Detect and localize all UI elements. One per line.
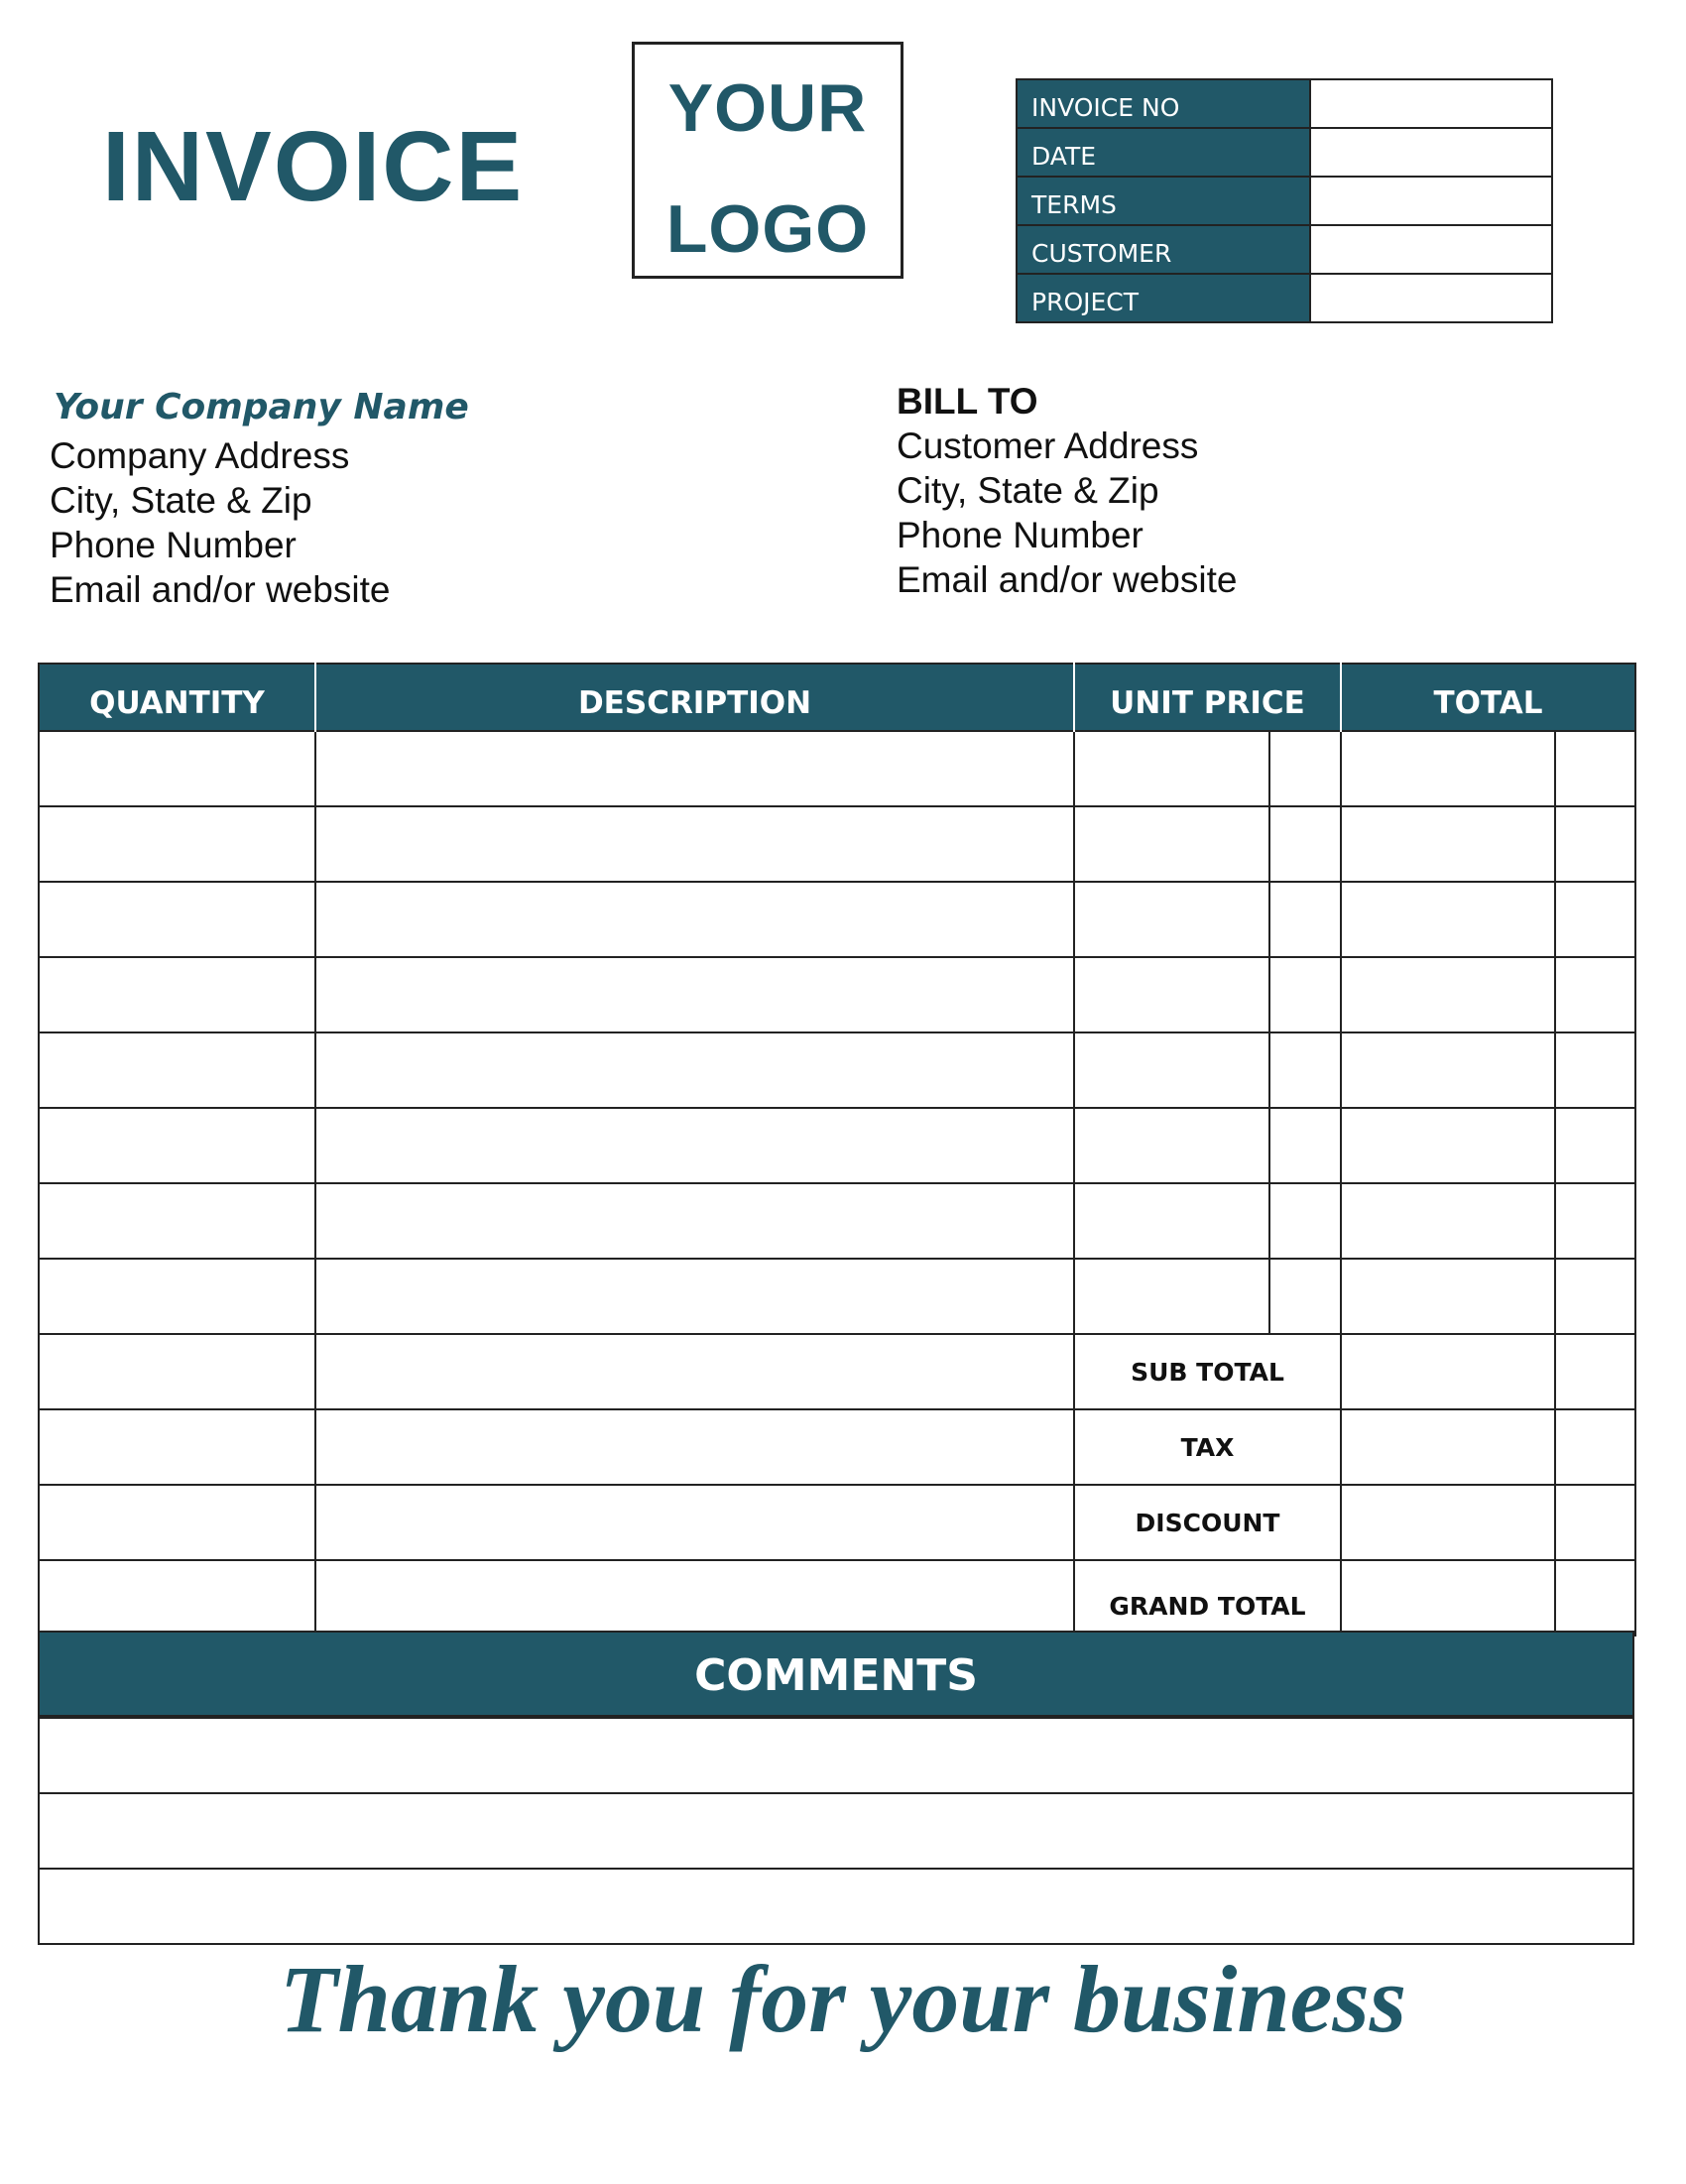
customer-city-state-zip: City, State & Zip: [897, 470, 1159, 511]
line-items-header: [39, 664, 1635, 731]
company-email-website: Email and/or website: [50, 569, 391, 610]
unit-price-cell[interactable]: [1074, 1183, 1269, 1259]
unit-price-cents-cell[interactable]: [1269, 806, 1341, 882]
description-cell[interactable]: [315, 957, 1074, 1032]
unit-price-cents-cell[interactable]: [1269, 731, 1341, 806]
line-item-row: [39, 957, 1635, 1032]
total-cents-cell[interactable]: [1555, 806, 1635, 882]
grand-total-amount-cell[interactable]: [1341, 1560, 1555, 1636]
logo-text-line-1: YOUR: [667, 70, 868, 146]
unit-price-cents-cell[interactable]: [1269, 1259, 1341, 1334]
invoice-meta-table: [1016, 78, 1553, 323]
quantity-cell[interactable]: [39, 1183, 315, 1259]
tax-label: TAX: [1074, 1409, 1341, 1485]
discount-amount-cell[interactable]: [1341, 1485, 1555, 1560]
logo-placeholder: [632, 42, 903, 279]
discount-row: [39, 1485, 1635, 1560]
total-cell[interactable]: [1341, 806, 1555, 882]
column-header-description: DESCRIPTION: [315, 664, 1074, 731]
company-city-state-zip: City, State & Zip: [50, 480, 312, 521]
quantity-cell[interactable]: [39, 1259, 315, 1334]
total-cents-cell[interactable]: [1555, 882, 1635, 957]
unit-price-cell[interactable]: [1074, 1032, 1269, 1108]
total-cell[interactable]: [1341, 882, 1555, 957]
total-cents-cell[interactable]: [1555, 731, 1635, 806]
description-cell[interactable]: [315, 731, 1074, 806]
comment-line: [39, 1718, 1633, 1793]
meta-label-project: PROJECT: [1017, 274, 1310, 322]
tax-amount-cell[interactable]: [1341, 1409, 1555, 1485]
total-cell[interactable]: [1341, 1183, 1555, 1259]
meta-field-date[interactable]: [1310, 128, 1552, 177]
meta-row-invoice-no: [1017, 79, 1552, 128]
meta-row-date: [1017, 128, 1552, 177]
meta-field-terms[interactable]: [1310, 177, 1552, 225]
thank-you-message: Thank you for your business: [279, 1946, 1407, 2052]
meta-row-project: [1017, 274, 1552, 322]
description-cell[interactable]: [315, 1108, 1074, 1183]
quantity-cell[interactable]: [39, 882, 315, 957]
comment-field[interactable]: [39, 1869, 1633, 1944]
line-item-row: [39, 1259, 1635, 1334]
unit-price-cents-cell[interactable]: [1269, 1183, 1341, 1259]
line-item-row: [39, 882, 1635, 957]
line-item-row: [39, 806, 1635, 882]
total-cell[interactable]: [1341, 1259, 1555, 1334]
total-cell[interactable]: [1341, 1108, 1555, 1183]
meta-field-project[interactable]: [1310, 274, 1552, 322]
company-name: Your Company Name: [54, 387, 469, 427]
comment-line: [39, 1869, 1633, 1944]
comment-field[interactable]: [39, 1718, 1633, 1793]
total-cell[interactable]: [1341, 731, 1555, 806]
subtotal-label: SUB TOTAL: [1074, 1334, 1341, 1409]
quantity-cell[interactable]: [39, 1108, 315, 1183]
bill-to-heading: BILL TO: [897, 381, 1038, 422]
column-header-quantity: QUANTITY: [39, 664, 315, 731]
quantity-cell[interactable]: [39, 1032, 315, 1108]
discount-label: DISCOUNT: [1074, 1485, 1341, 1560]
quantity-cell[interactable]: [39, 731, 315, 806]
quantity-cell[interactable]: [39, 957, 315, 1032]
comments-heading: COMMENTS: [38, 1631, 1634, 1717]
tax-cents-cell[interactable]: [1555, 1409, 1635, 1485]
description-cell[interactable]: [315, 1259, 1074, 1334]
meta-row-customer: [1017, 225, 1552, 274]
description-cell[interactable]: [315, 1485, 1074, 1560]
customer-phone: Phone Number: [897, 515, 1144, 555]
description-cell[interactable]: [315, 1409, 1074, 1485]
meta-row-terms: [1017, 177, 1552, 225]
line-item-row: [39, 1032, 1635, 1108]
unit-price-cell[interactable]: [1074, 882, 1269, 957]
total-cents-cell[interactable]: [1555, 1259, 1635, 1334]
grand-total-cents-cell[interactable]: [1555, 1560, 1635, 1636]
company-address: Company Address: [50, 435, 350, 476]
meta-label-terms: TERMS: [1017, 177, 1310, 225]
company-phone: Phone Number: [50, 525, 297, 565]
quantity-cell[interactable]: [39, 1334, 315, 1409]
meta-field-invoice-no[interactable]: [1310, 79, 1552, 128]
meta-label-invoice-no: INVOICE NO: [1017, 79, 1310, 128]
subtotal-amount-cell[interactable]: [1341, 1334, 1555, 1409]
quantity-cell[interactable]: [39, 1409, 315, 1485]
total-cents-cell[interactable]: [1555, 1108, 1635, 1183]
total-cents-cell[interactable]: [1555, 957, 1635, 1032]
customer-email-website: Email and/or website: [897, 559, 1238, 600]
meta-field-customer[interactable]: [1310, 225, 1552, 274]
unit-price-cell[interactable]: [1074, 731, 1269, 806]
invoice-title: INVOICE: [102, 111, 525, 222]
description-cell[interactable]: [315, 1560, 1074, 1636]
customer-address: Customer Address: [897, 425, 1199, 466]
unit-price-cell[interactable]: [1074, 806, 1269, 882]
comment-line: [39, 1793, 1633, 1869]
comment-field[interactable]: [39, 1793, 1633, 1869]
unit-price-cell[interactable]: [1074, 1259, 1269, 1334]
tax-row: [39, 1409, 1635, 1485]
description-cell[interactable]: [315, 882, 1074, 957]
subtotal-row: [39, 1334, 1635, 1409]
description-cell[interactable]: [315, 1032, 1074, 1108]
subtotal-cents-cell[interactable]: [1555, 1334, 1635, 1409]
bill-to-block: [897, 379, 1237, 602]
unit-price-cell[interactable]: [1074, 957, 1269, 1032]
logo-text-line-2: LOGO: [665, 191, 870, 267]
meta-label-date: DATE: [1017, 128, 1310, 177]
unit-price-cents-cell[interactable]: [1269, 957, 1341, 1032]
company-block: [50, 387, 469, 612]
grand-total-label: GRAND TOTAL: [1074, 1560, 1341, 1636]
total-cents-cell[interactable]: [1555, 1183, 1635, 1259]
description-cell[interactable]: [315, 1183, 1074, 1259]
comments-table: [38, 1717, 1634, 1945]
discount-cents-cell[interactable]: [1555, 1485, 1635, 1560]
line-items-table: [38, 663, 1636, 1637]
total-cell[interactable]: [1341, 1032, 1555, 1108]
grand-total-row: [39, 1560, 1635, 1636]
line-item-row: [39, 1108, 1635, 1183]
unit-price-cents-cell[interactable]: [1269, 1032, 1341, 1108]
quantity-cell[interactable]: [39, 806, 315, 882]
quantity-cell[interactable]: [39, 1560, 315, 1636]
quantity-cell[interactable]: [39, 1485, 315, 1560]
column-header-total: TOTAL: [1341, 664, 1635, 731]
column-header-unit-price: UNIT PRICE: [1074, 664, 1341, 731]
description-cell[interactable]: [315, 806, 1074, 882]
unit-price-cell[interactable]: [1074, 1108, 1269, 1183]
unit-price-cents-cell[interactable]: [1269, 882, 1341, 957]
total-cell[interactable]: [1341, 957, 1555, 1032]
total-cents-cell[interactable]: [1555, 1032, 1635, 1108]
line-item-row: [39, 731, 1635, 806]
description-cell[interactable]: [315, 1334, 1074, 1409]
meta-label-customer: CUSTOMER: [1017, 225, 1310, 274]
line-item-row: [39, 1183, 1635, 1259]
unit-price-cents-cell[interactable]: [1269, 1108, 1341, 1183]
